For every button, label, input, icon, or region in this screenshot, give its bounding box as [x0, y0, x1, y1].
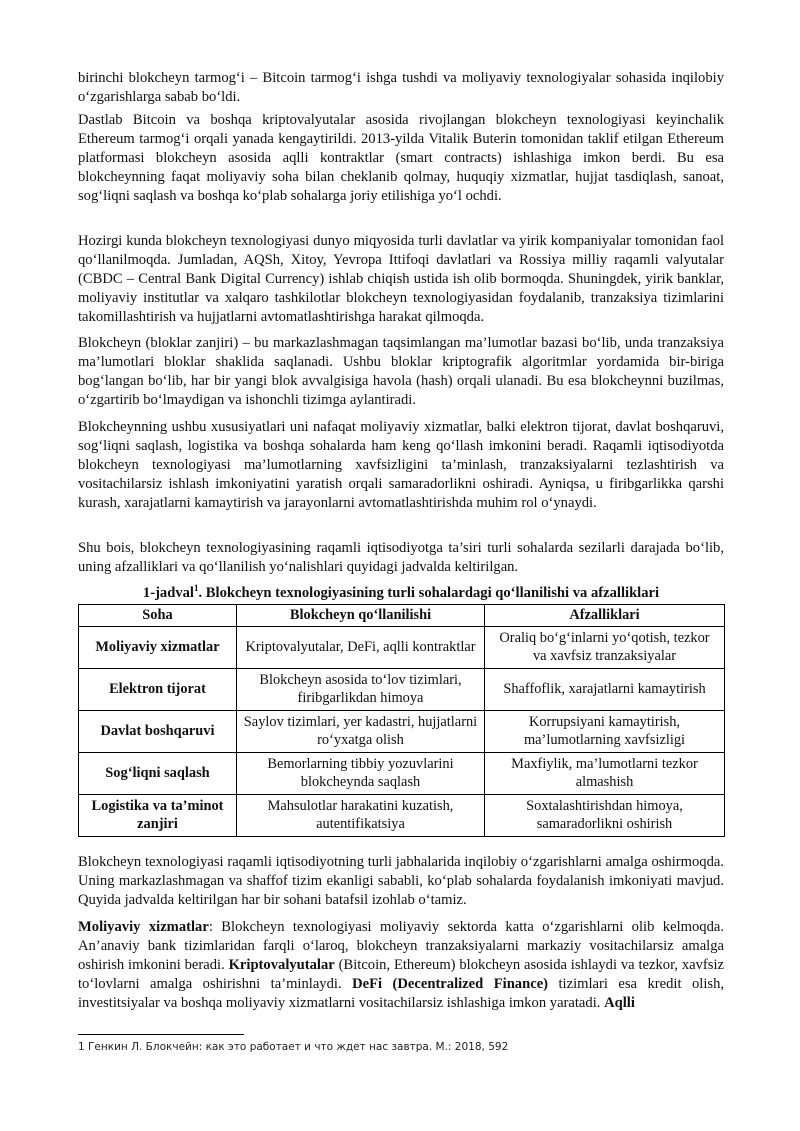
paragraph-blockchain-definition: Blokcheyn (bloklar zanjiri) – bu markazlashmagan taqsimlangan ma’lumotlar bazasi bo‘lib, unda tranzaksiya ma’lumotlari bloklar shaklida saqlanadi. Ushbu bloklar kriptografik algoritmlar yordamida bir-biriga bog‘langan bo‘lib, har bir yangi blok avvalgisiga havola (hash) orqali ulanadi. Bu esa blokcheynni buzilmas, o‘zgartirib bo‘lmaydigan va ishonchli tizimga aylantiradi.: [78, 335, 724, 409]
paragraph-text: : Blokcheyn texnologiyasi moliyaviy sektorda katta o‘zgarishlarni olib kelmoqda. An’anaviy bank tizimlaridan farqli o‘laroq, blokcheyn tranzaksiyalarni markaziy vositachilarsiz amalga oshirish imkonini beradi.: [78, 919, 724, 974]
term-defi: DeFi (Decentralized Finance): [352, 976, 549, 993]
table-row: [79, 752, 725, 794]
footnote-divider: [78, 1034, 244, 1035]
table-row: [79, 668, 725, 710]
table-caption: [78, 584, 724, 603]
paragraph-global-adoption: Hozirgi kunda blokcheyn texnologiyasi dunyo miqyosida turli davlatlar va yirik kompaniyalar tomonidan faol qo‘llanilmoqda. Jumladan, AQSh, Xitoy, Yevropa Ittifoqi davlatlari va Rossiya milliy raqamli valyutalar (CBDC – Central Bank Digital Currency) ishlab chiqish ustida ish olib bormoqda. Shuningdek, yirik banklar, moliyaviy institutlar va xalqaro tashkilotlar blokcheyn texnologiyasidan foydalanib, tranzaksiya tizimlarini takomillashtirish va hujjatlarni avtomatlashtirishga harakat qilmoqda.: [78, 233, 724, 326]
paragraph-lead-term: Moliyaviy xizmatlar: [78, 919, 209, 935]
term-cryptocurrencies: Kriptovalyutalar: [228, 957, 335, 974]
footnote-marker[interactable]: 1: [193, 583, 199, 594]
cell-afzalliklari: Korrupsiyani kamaytirish, ma’lumotlarning xavfsizligi: [485, 710, 725, 752]
header-qollanilishi: Blokcheyn qo‘llanilishi: [237, 605, 485, 627]
table-caption-text: . Blokcheyn texnologiyasining turli sohalardagi qo‘llanilishi va afzalliklari: [198, 585, 660, 601]
cell-afzalliklari: Oraliq bo‘g‘inlarni yo‘qotish, tezkor va xavfsiz tranzaksiyalar: [485, 626, 725, 668]
cell-afzalliklari: Maxfiylik, ma’lumotlarni tezkor almashish: [485, 752, 725, 794]
cell-soha: Elektron tijorat: [79, 668, 237, 710]
paragraph-table-intro: Shu bois, blokcheyn texnologiyasining raqamli iqtisodiyotga ta’siri turli sohalarda sezilarli darajada bo‘lib, uning afzalliklari va qo‘llanilish yo‘nalishlari quyidagi jadvalda keltirilgan.: [78, 540, 724, 576]
paragraph-revolutionary-changes: Blokcheyn texnologiyasi raqamli iqtisodiyotning turli jabhalarida inqilobiy o‘zgarishlarni amalga oshirmoqda. Uning markazlashmagan va shaffof tizim ekanligi sababli, ko‘plab sohalarda foydalanish imkoniyati mavjud. Quyida jadvalda keltirilgan har bir sohani batafsil izohlab o‘tamiz.: [78, 854, 724, 909]
table-row: [79, 794, 725, 836]
blockchain-applications-table: [78, 604, 725, 837]
cell-afzalliklari: Shaffoflik, xarajatlarni kamaytirish: [485, 668, 725, 710]
cell-soha: Logistika va ta’minot zanjiri: [79, 794, 237, 836]
cell-afzalliklari: Soxtalashtirishdan himoya, samaradorlikni oshirish: [485, 794, 725, 836]
footnote: 1 Генкин Л. Блокчейн: как это работает и что ждет нас завтра. М.: 2018, 592: [78, 1041, 509, 1053]
paragraph-text: (Bitcoin, Ethereum) blokcheyn asosida ishlaydi va tezkor, xavfsiz to‘lovlarni amalga oshirishni ta’minlaydi.: [78, 957, 724, 993]
header-soha: Soha: [79, 605, 237, 627]
cell-soha: Davlat boshqaruvi: [79, 710, 237, 752]
table-row: [79, 626, 725, 668]
table-row: [79, 710, 725, 752]
table-header-row: [79, 605, 725, 627]
cell-qollanilishi: Kriptovalyutalar, DeFi, aqlli kontraktlar: [237, 626, 485, 668]
cell-qollanilishi: Mahsulotlar harakatini kuzatish, autentifikatsiya: [237, 794, 485, 836]
paragraph-text: tizimlari esa kredit olish, investitsiyalar va boshqa moliyaviy xizmatlarni vositachilarsiz ishlashiga imkon yaratadi.: [78, 976, 725, 1012]
cell-qollanilishi: Blokcheyn asosida to‘lov tizimlari, firibgarlikdan himoya: [237, 668, 485, 710]
cell-soha: Moliyaviy xizmatlar: [79, 626, 237, 668]
paragraph-blockchain-features: Blokcheynning ushbu xususiyatlari uni nafaqat moliyaviy xizmatlar, balki elektron tijorat, davlat boshqaruvi, sog‘liqni saqlash, logistika va boshqa sohalarda ham keng qo‘llash imkonini beradi. Raqamli iqtisodiyotda blokcheyn texnologiyasi ma’lumotlarning xavfsizligini ta’minlash, tranzaksiyalarni tezlashtirish va vositachilarsiz ishlash imkoniyatini yaratish orqali samaradorlikni oshiradi. Ayniqsa, u firibgarlikka qarshi kurash, xarajatlarni kamaytirish va jarayonlarni avtomatlashtirishda muhim rol o‘ynaydi.: [78, 419, 724, 512]
cell-qollanilishi: Saylov tizimlari, yer kadastri, hujjatlarni ro‘yxatga olish: [237, 710, 485, 752]
cell-qollanilishi: Bemorlarning tibbiy yozuvlarini blokcheynda saqlash: [237, 752, 485, 794]
header-afzalliklari: Afzalliklari: [485, 605, 725, 627]
term-smart-contracts: Aqlli: [604, 995, 635, 1012]
paragraph-ethereum: Dastlab Bitcoin va boshqa kriptovalyutalar asosida rivojlangan blokcheyn texnologiyasi keyinchalik Ethereum tarmog‘i orqali yanada kengaytirildi. 2013-yilda Vitalik Buterin tomonidan taklif etilgan Ethereum platformasi blokcheyn asosida aqlli kontraktlar (smart contracts) ishlashiga imkon berdi. Bu esa blokcheynning faqat moliyaviy soha bilan cheklanib qolmay, huquqiy xizmatlar, hujjat tasdiqlash, sanoat, sog‘liqni saqlash va boshqa ko‘plab sohalarga joriy etilishiga yo‘l ochdi.: [78, 112, 724, 205]
paragraph-financial-services: [78, 918, 724, 1013]
cell-soha: Sog‘liqni saqlash: [79, 752, 237, 794]
table-caption-prefix: 1-jadval: [142, 585, 194, 601]
paragraph-bitcoin-intro: birinchi blokcheyn tarmog‘i – Bitcoin tarmog‘i ishga tushdi va moliyaviy texnologiyalar sohasida inqilobiy o‘zgarishlarga sabab bo‘ldi.: [78, 70, 724, 106]
